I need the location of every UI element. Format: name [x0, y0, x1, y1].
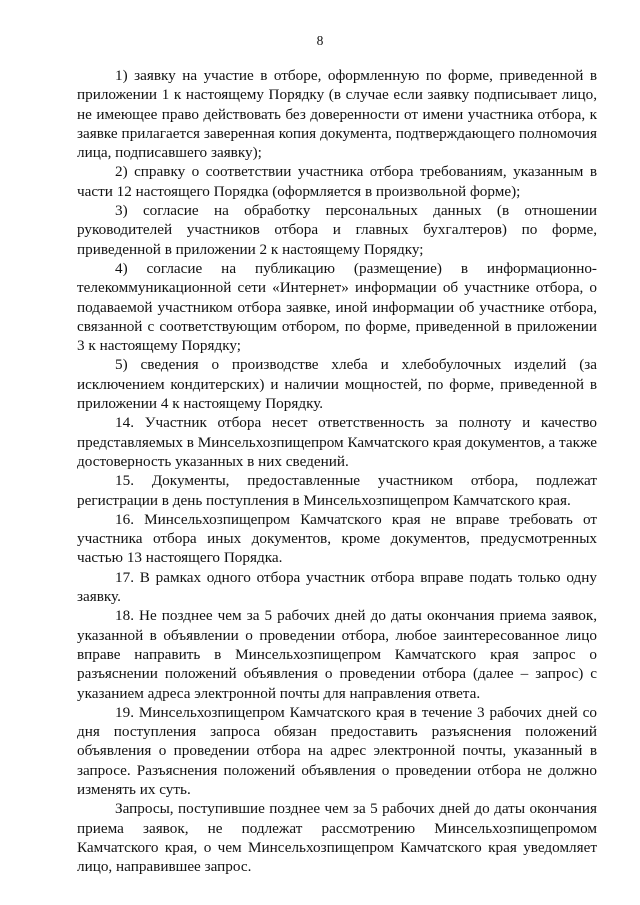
- paragraph-item-2-certificate: 2) справку о соответствии участника отбора требованиям, указанным в части 12 настоящего Порядка (оформляется в произвольной форме);: [77, 163, 597, 200]
- paragraph-item-4-publication-consent: 4) согласие на публикацию (размещение) в информационно-телекоммуникационной сети «Интернет» информации об участнике отбора, о подаваемой участником отбора заявке, иной информации об участнике отбора, связанной с соответствующим отбором, по форме, приведенной в приложении 3 к настоящему Порядку;: [77, 259, 597, 355]
- paragraph-clause-18: 18. Не позднее чем за 5 рабочих дней до даты окончания приема заявок, указанной в объявлении о проведении отбора, любое заинтересованное лицо вправе направить в Минсельхозпищепром Камчатского края запрос о разъяснении положений объявления о проведении отбора (далее – запрос) с указанием адреса электронной почты для направления ответа.: [77, 607, 597, 702]
- paragraph-clause-17: 17. В рамках одного отбора участник отбора вправе подать только одну заявку.: [77, 568, 597, 606]
- paragraph-item-5-production-info: 5) сведения о производстве хлеба и хлебобулочных изделий (за исключением кондитерских) и наличии мощностей, по форме, приведенной в приложении 4 к настоящему Порядку.: [77, 356, 597, 413]
- paragraph-clause-14: 14. Участник отбора несет ответственность за полноту и качество представляемых в Минсельхозпищепром Камчатского края документов, а также достоверность указанных в них сведений.: [77, 414, 597, 470]
- document-body: [77, 66, 597, 876]
- paragraph-clause-16: 16. Минсельхозпищепром Камчатского края не вправе требовать от участника отбора иных документов, кроме документов, предусмотренных частью 13 настоящего Порядка.: [77, 510, 597, 567]
- paragraph-clause-15: 15. Документы, предоставленные участником отбора, подлежат регистрации в день поступления в Минсельхозпищепром Камчатского края.: [77, 472, 597, 509]
- paragraph-item-3-personal-data-consent: 3) согласие на обработку персональных данных (в отношении руководителей участников отбора и главных бухгалтеров) по форме, приведенной в приложении 2 к настоящему Порядку;: [77, 202, 597, 258]
- page-number: 8: [316, 33, 324, 48]
- paragraph-item-1-application: 1) заявку на участие в отборе, оформленную по форме, приведенной в приложении 1 к настоящему Порядку (в случае если заявку подписывает лицо, не имеющее право действовать без доверенности от имени участника отбора, к заявке прилагается заверенная копия документа, подтверждающего полномочия лица, подписавшего заявку);: [77, 67, 597, 162]
- paragraph-late-requests: Запросы, поступившие позднее чем за 5 рабочих дней до даты окончания приема заявок, не подлежат рассмотрению Минсельхозпищепромом Камчатского края, о чем Минсельхозпищепром Камчатского края уведомляет лицо, направившее запрос.: [77, 800, 597, 876]
- paragraph-clause-19: 19. Минсельхозпищепром Камчатского края в течение 3 рабочих дней со дня поступления запроса обязан предоставить разъяснения положений объявления о проведении отбора на адрес электронной почты, указанный в запросе. Разъяснения положений объявления о проведении отбора не должно изменять их суть.: [77, 703, 597, 798]
